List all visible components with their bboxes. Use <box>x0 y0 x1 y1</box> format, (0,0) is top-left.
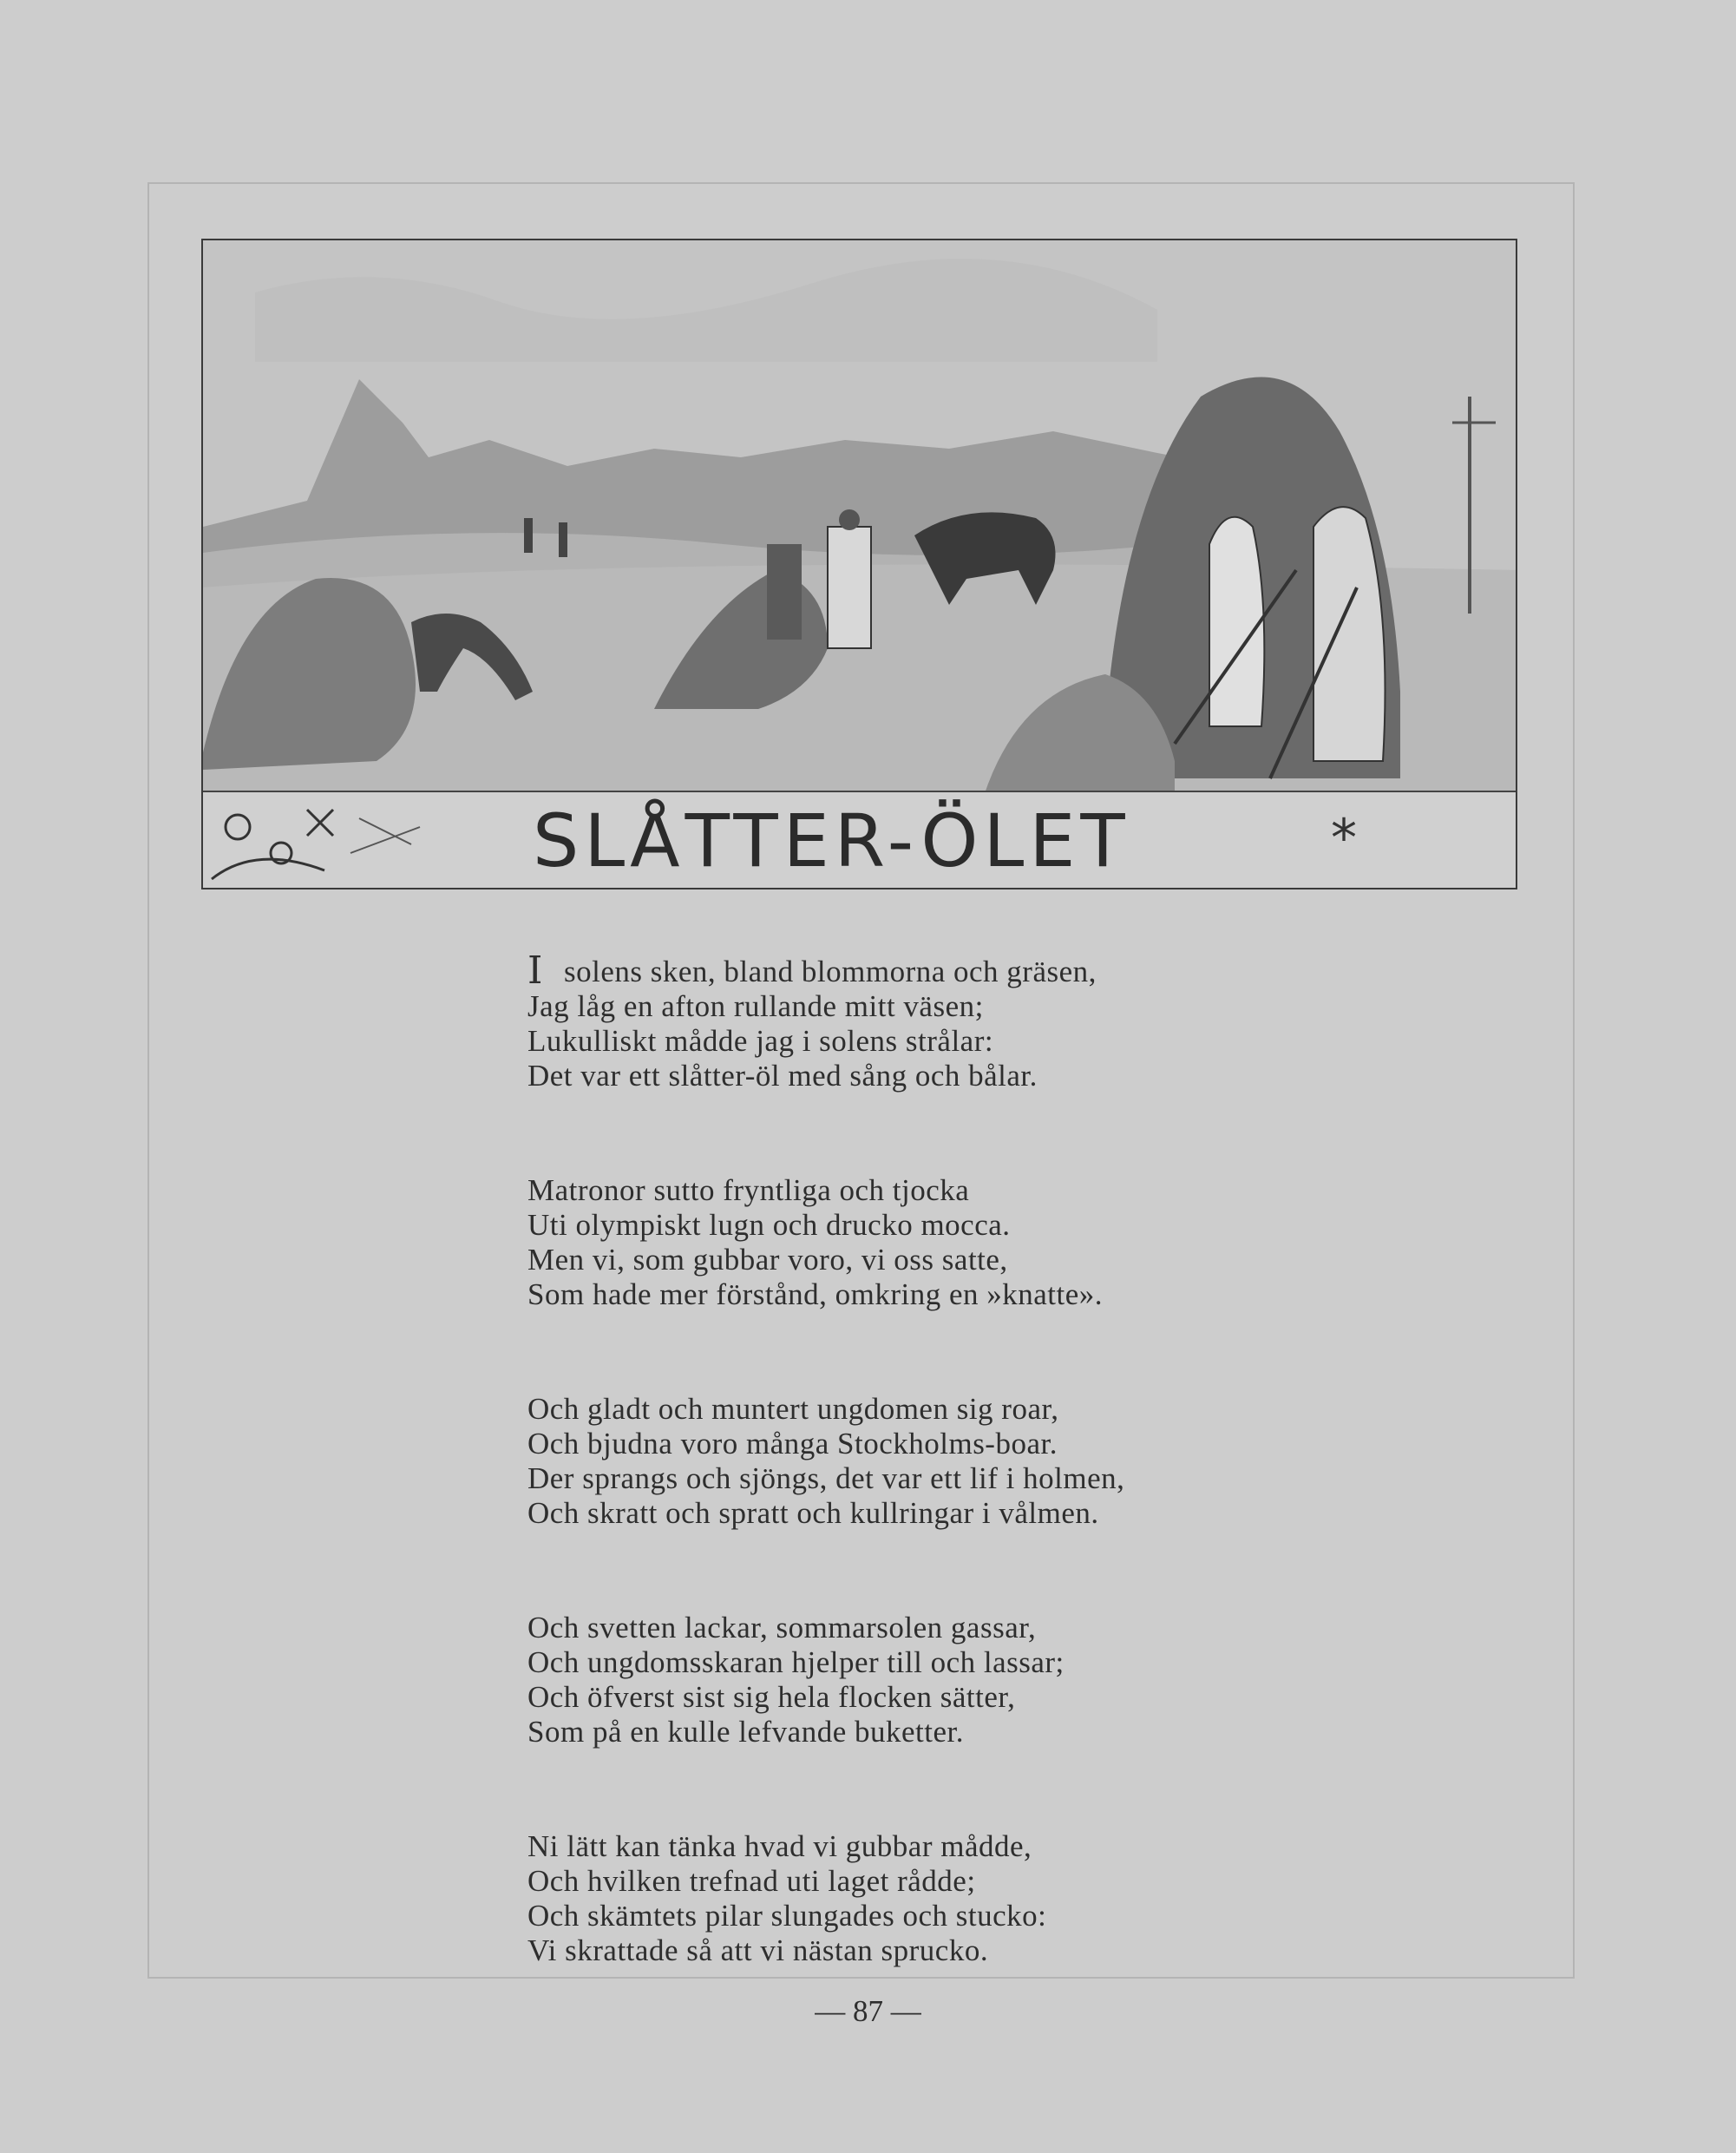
poem-line: Och gladt och muntert ungdomen sig roar, <box>527 1392 1059 1426</box>
title-asterisk-icon: * <box>1331 808 1357 869</box>
poem-line-text: solens sken, bland blommorna och gräsen, <box>564 955 1097 988</box>
poem-line: Det var ett slåtter-öl med sång och bålar. <box>527 1059 1038 1093</box>
poem-line: Uti olympiskt lugn och drucko mocca. <box>527 1208 1011 1242</box>
drop-cap: I <box>527 949 543 993</box>
poem-body <box>527 949 1291 2048</box>
stanza-5 <box>527 1829 1291 1968</box>
poem-line: Jag låg en afton rullande mitt väsen; <box>527 989 984 1023</box>
poem-line: Lukulliskt mådde jag i solens strålar: <box>527 1024 994 1058</box>
poem-line: Och svetten lackar, sommarsolen gassar, <box>527 1611 1037 1644</box>
poem-line: Och hvilken trefnad uti laget rådde; <box>527 1864 976 1898</box>
poem-line: Och öfverst sist sig hela flocken sätter, <box>527 1680 1016 1714</box>
poem-line: Men vi, som gubbar voro, vi oss satte, <box>527 1243 1008 1277</box>
poem-line: Och skratt och spratt och kullringar i vålmen. <box>527 1496 1099 1530</box>
stanza-1 <box>527 949 1291 1093</box>
stanza-4 <box>527 1611 1291 1749</box>
poem-line: Der sprangs och sjöngs, det var ett lif i holmen, <box>527 1461 1125 1495</box>
stanza-2 <box>527 1173 1291 1312</box>
poem-line: Matronor sutto fryntliga och tjocka <box>527 1173 970 1207</box>
flower-ornament-icon <box>203 792 429 888</box>
page-number: — 87 — <box>815 1994 921 2028</box>
title-band <box>203 791 1516 888</box>
poem-line: Som hade mer förstånd, omkring en »knatte». <box>527 1277 1104 1311</box>
poem-line: Vi skrattade så att vi nästan sprucko. <box>527 1933 989 1967</box>
hay-harvest-illustration <box>201 239 1517 889</box>
poem-line: Och ungdomsskaran hjelper till och lassar; <box>527 1645 1065 1679</box>
poem-line: Som på en kulle lefvande buketter. <box>527 1715 964 1749</box>
poem-title: SLÅTTER-ÖLET <box>533 798 1130 883</box>
poem-line: Och skämtets pilar slungades och stucko: <box>527 1899 1047 1933</box>
stanza-3 <box>527 1392 1291 1531</box>
poem-line <box>527 949 1291 993</box>
poem-line: Och bjudna voro många Stockholms-boar. <box>527 1427 1058 1460</box>
poem-line: Ni lätt kan tänka hvad vi gubbar mådde, <box>527 1829 1032 1863</box>
